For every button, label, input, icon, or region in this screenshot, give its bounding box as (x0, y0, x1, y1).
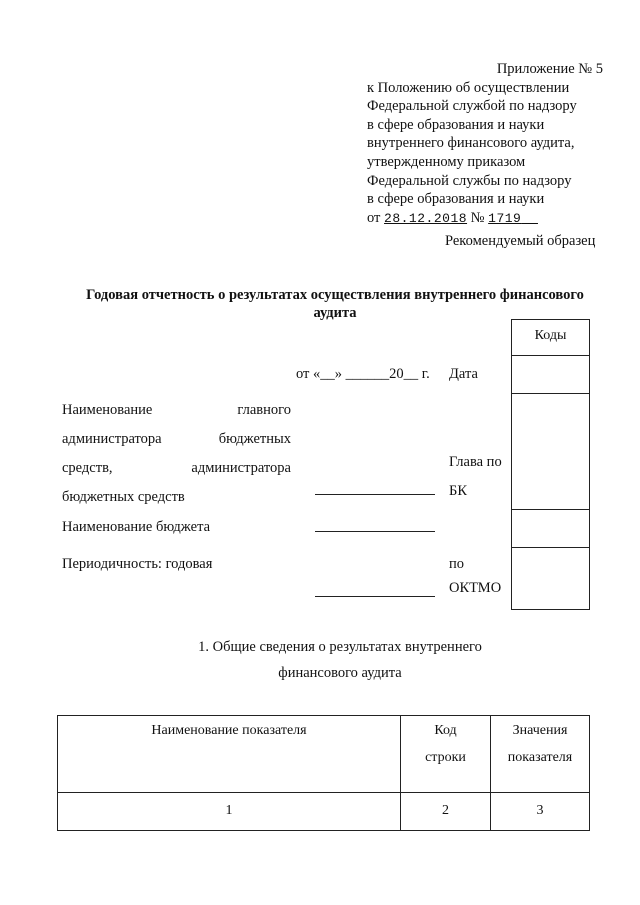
report-title (40, 286, 630, 322)
appendix-line: Федеральной службой по надзору (367, 98, 577, 115)
chapter-label: Глава по (449, 454, 502, 470)
sample-label: Рекомендуемый образец (445, 233, 596, 249)
admin-name-line: бюджетных средств (62, 489, 185, 505)
code-cell-budget[interactable] (512, 510, 589, 548)
periodicity-label: Периодичность: годовая (62, 556, 213, 572)
oktmo-input-line[interactable] (315, 596, 435, 597)
code-cell-date[interactable] (512, 356, 589, 394)
section-heading: 1. Общие сведения о результатах внутреннего (198, 639, 482, 655)
table-row (58, 793, 590, 831)
header-value-line: Значения (512, 723, 568, 738)
codes-column (511, 319, 590, 610)
header-code-line: Код (434, 723, 457, 738)
code-cell-oktmo[interactable] (512, 548, 589, 609)
header-value-line: показателя (507, 750, 573, 765)
report-title-line: Годовая отчетность о результатах осуществления внутреннего финансового (86, 287, 584, 303)
order-number-label: № (470, 209, 485, 226)
admin-name-line: средств, администратора (62, 460, 291, 476)
header-name (58, 716, 401, 793)
oktmo-label-prefix: по (449, 556, 465, 572)
section-heading-cont: финансового аудита (278, 665, 402, 681)
appendix-line: внутреннего финансового аудита, (367, 135, 575, 152)
admin-name-line: Наименование главного (62, 402, 291, 418)
appendix-line: Федеральной службы по надзору (367, 172, 572, 189)
oktmo-label: ОКТМО (449, 580, 502, 596)
report-date-field[interactable]: от «__» ______20__ г. (296, 366, 430, 382)
table-header-row (58, 716, 590, 793)
budget-name-label: Наименование бюджета (62, 519, 211, 535)
budget-name-input-line[interactable] (315, 531, 435, 532)
appendix-block (367, 60, 607, 228)
date-label: Дата (449, 366, 478, 382)
appendix-line: в сфере образования и науки (367, 116, 545, 133)
bk-label: БК (449, 483, 467, 499)
header-name-text: Наименование показателя (151, 723, 307, 738)
code-cell-chapter[interactable] (512, 394, 589, 510)
order-reference (367, 209, 607, 229)
codes-header: Коды (512, 320, 589, 356)
appendix-line: утвержденному приказом (367, 153, 526, 170)
column-number: 2 (401, 793, 491, 831)
admin-name-label (62, 396, 291, 512)
report-title-line: аудита (313, 305, 357, 321)
appendix-line: в сфере образования и науки (367, 191, 545, 208)
header-code-line: строки (425, 750, 466, 765)
column-number: 1 (58, 793, 401, 831)
order-number: 1719 (488, 210, 522, 226)
appendix-line: к Положению об осуществлении (367, 79, 570, 96)
order-date: 28.12.2018 (384, 210, 468, 226)
chapter-bk-label (449, 454, 511, 471)
column-number: 3 (491, 793, 590, 831)
admin-name-line: администратора бюджетных (62, 431, 291, 447)
admin-name-input-line[interactable] (315, 494, 435, 495)
header-code (401, 716, 491, 793)
header-value (491, 716, 590, 793)
order-prefix: от (367, 209, 381, 226)
indicators-table (57, 715, 590, 831)
appendix-title: Приложение № 5 (496, 61, 603, 77)
